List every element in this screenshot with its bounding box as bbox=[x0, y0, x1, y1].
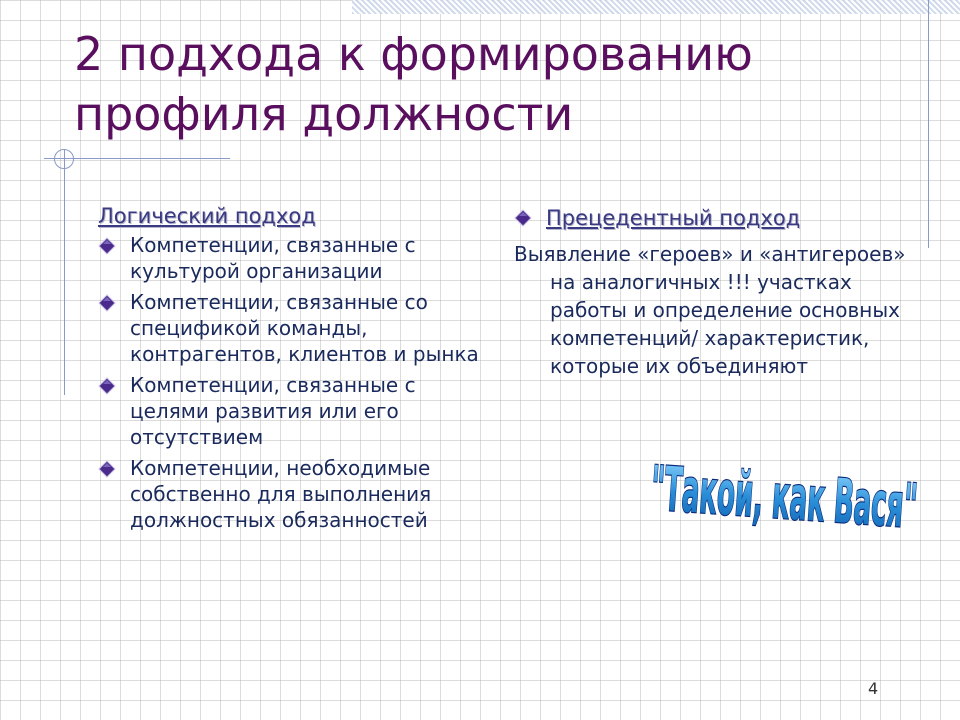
right-heading: Прецедентный подход bbox=[546, 206, 801, 230]
bullet-item bbox=[98, 289, 498, 367]
bullet-item bbox=[98, 372, 498, 450]
bullet-text: Компетенции, необходимые собственно для выполнения должностных обязанностей bbox=[130, 456, 432, 532]
right-heading-row bbox=[514, 204, 904, 232]
decorative-vertical-line-left bbox=[64, 150, 65, 395]
diamond-bullet-icon bbox=[98, 460, 116, 478]
bullet-item bbox=[98, 455, 498, 533]
bullet-item bbox=[98, 232, 498, 284]
corner-texture bbox=[352, 0, 960, 14]
bullet-text: Компетенции, связанные со спецификой команды, контрагентов, клиентов и рынка bbox=[130, 290, 479, 366]
diamond-bullet-icon bbox=[514, 209, 532, 227]
right-body-text: Выявление «героев» и «антигероев» на аналогичных !!! участках работы и определение основных компетенций/ характеристик, которые их объединяют bbox=[514, 242, 906, 378]
diamond-bullet-icon bbox=[98, 237, 116, 255]
left-column bbox=[98, 202, 498, 538]
left-bullet-list bbox=[98, 232, 498, 533]
decorative-vertical-line-right bbox=[928, 0, 929, 248]
crosshair-circle-icon bbox=[54, 149, 74, 169]
bullet-text: Компетенции, связанные с целями развития или его отсутствием bbox=[130, 373, 416, 449]
bullet-text: Компетенции, связанные с культурой организации bbox=[130, 233, 416, 283]
wordart-graphic bbox=[598, 450, 960, 546]
slide-title: 2 подхода к формированию профиля должности bbox=[74, 27, 753, 141]
diamond-bullet-icon bbox=[98, 294, 116, 312]
wordart-text: "Такой, как Вася" bbox=[648, 454, 920, 544]
wordart-banner bbox=[598, 450, 960, 546]
page-number: 4 bbox=[868, 679, 879, 698]
diamond-bullet-icon bbox=[98, 377, 116, 395]
right-column bbox=[514, 204, 904, 380]
left-heading: Логический подход bbox=[98, 204, 316, 228]
